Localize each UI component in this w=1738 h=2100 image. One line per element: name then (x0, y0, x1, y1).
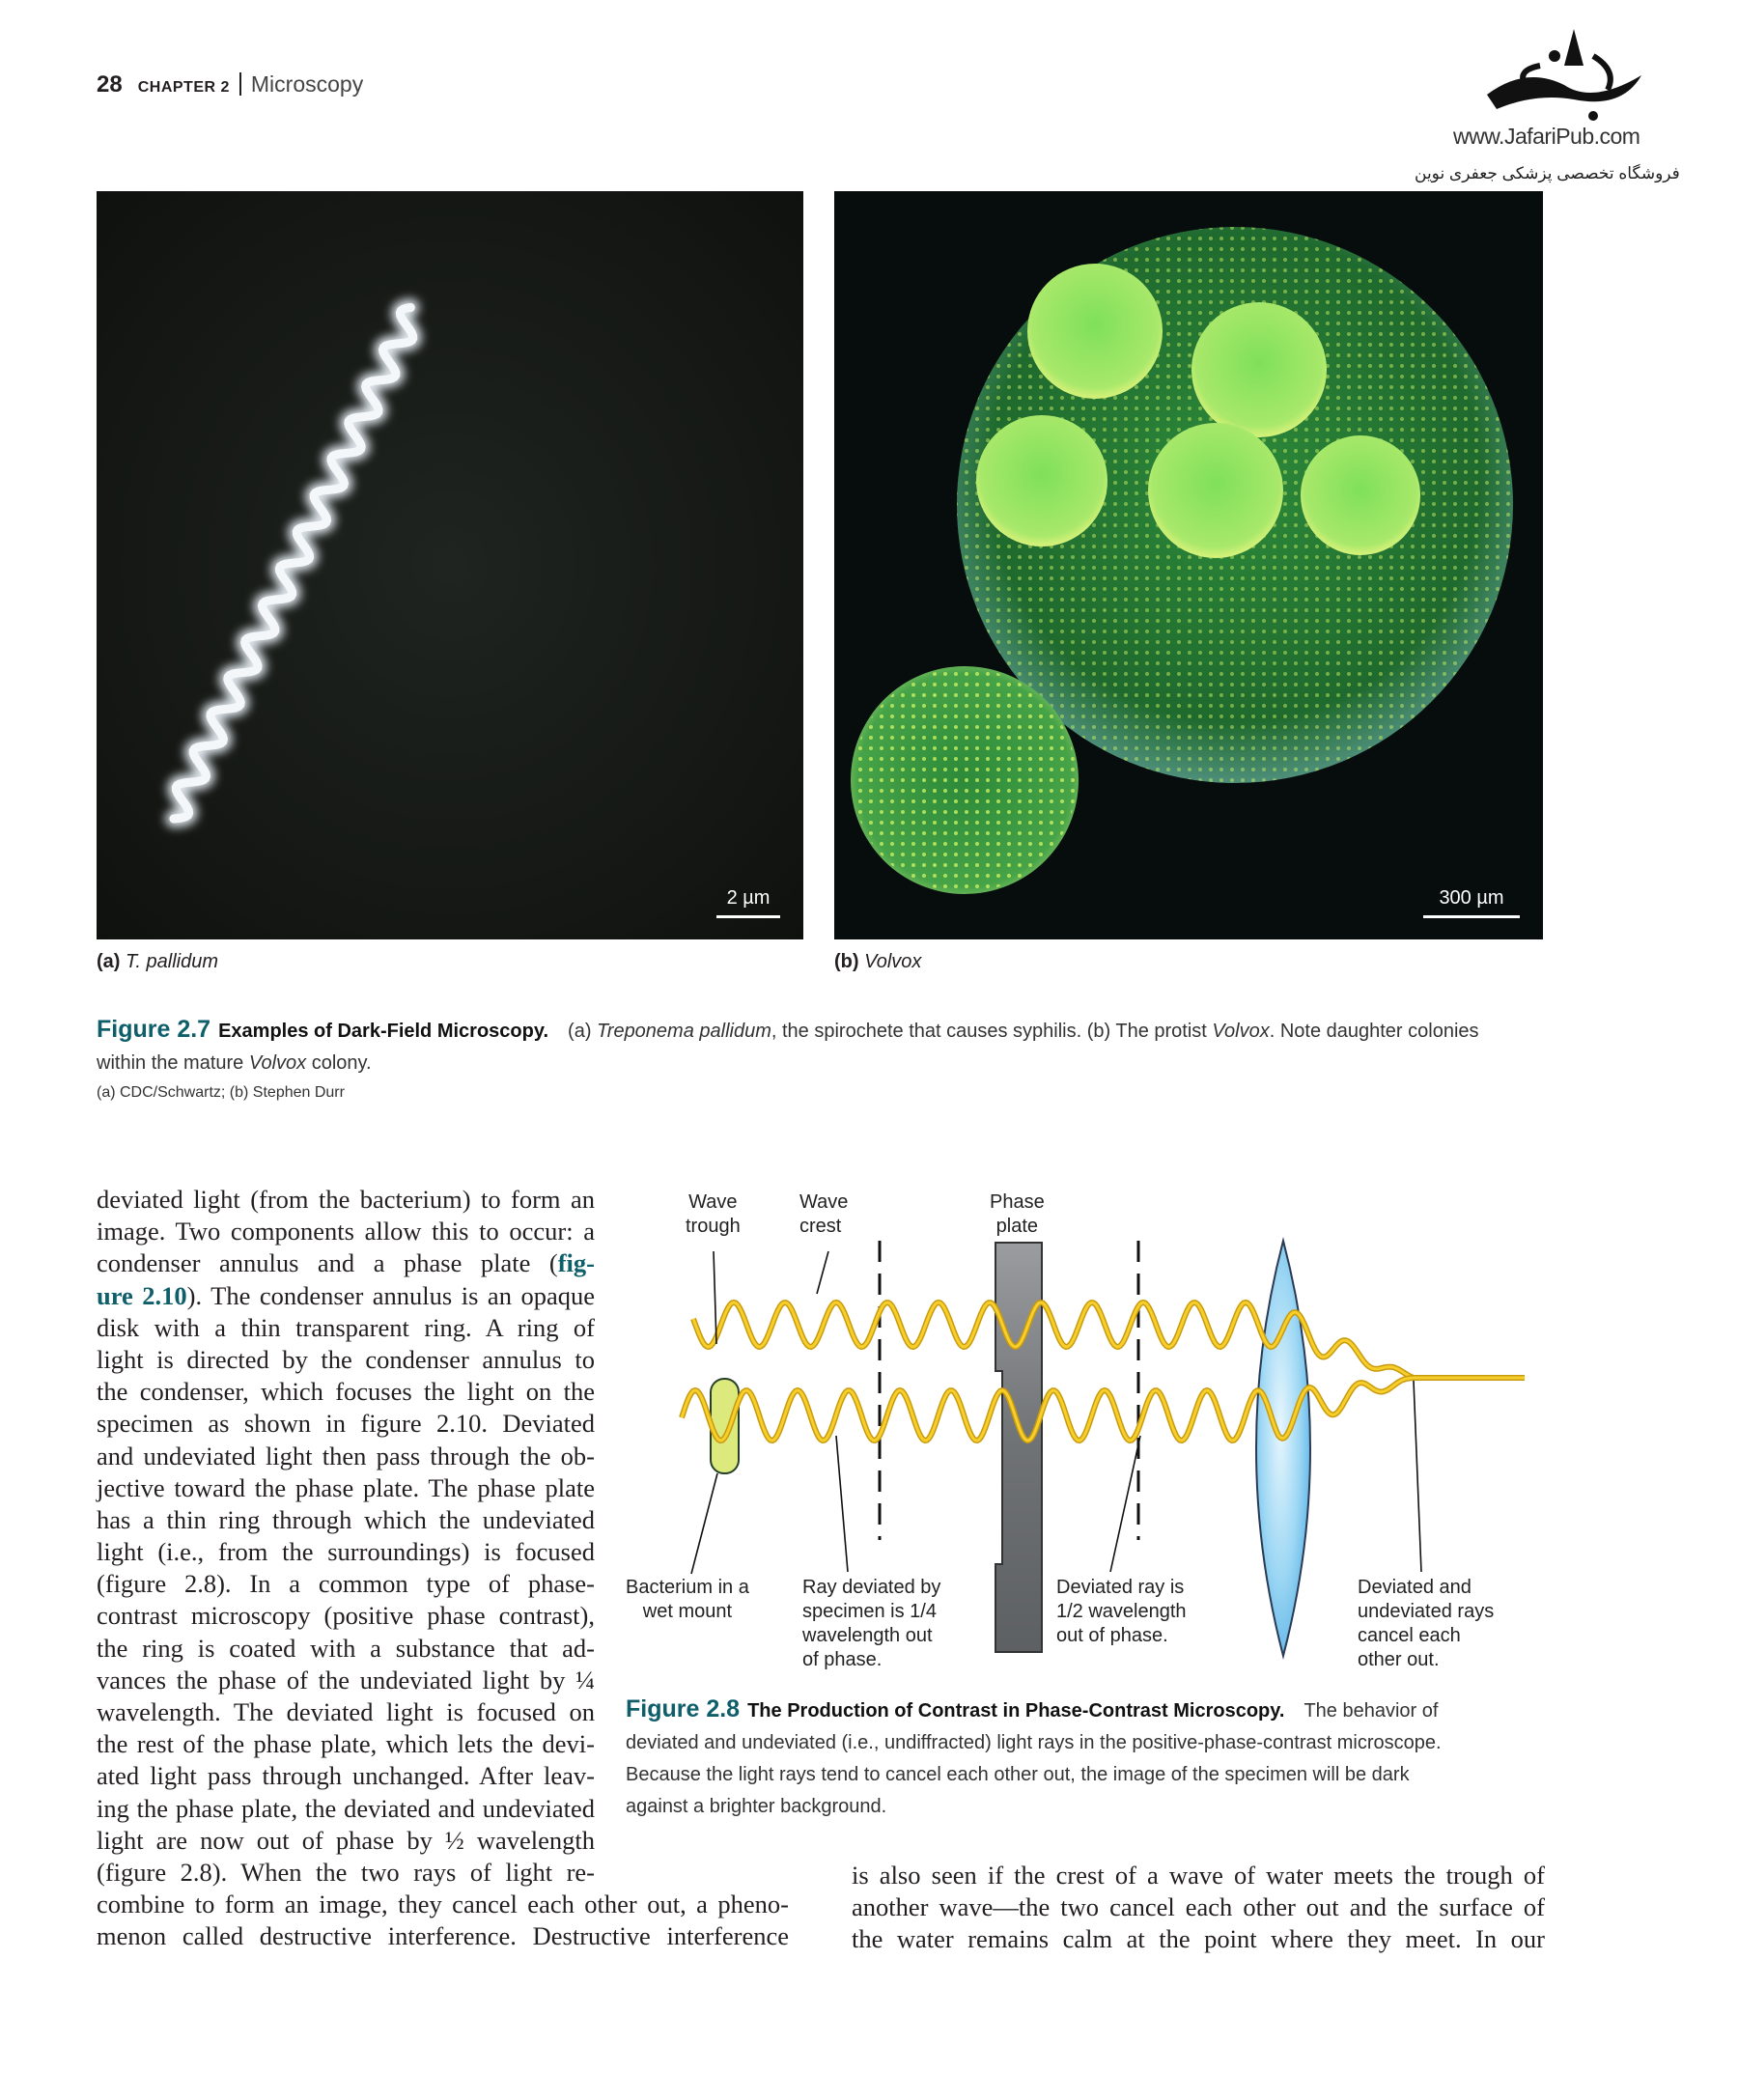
panel-name: T. pallidum (126, 951, 218, 972)
text-line (97, 1760, 595, 1792)
chapter-title: Microscopy (250, 71, 364, 97)
text-line (97, 1633, 595, 1665)
figure-number: Figure 2.7 (97, 1016, 211, 1043)
label-wave-trough: Wave trough (686, 1191, 741, 1237)
spirochete-image (97, 191, 803, 939)
caption-text: , the spirochete that causes syphilis. (b) The protist (771, 1021, 1213, 1042)
caption-italic: Treponema pallidum (597, 1021, 771, 1042)
figure-link[interactable]: fig- (557, 1248, 595, 1278)
text-line: another wave—the two cancel each other out and the surface of (852, 1892, 1545, 1922)
photo-credit: (a) CDC/Schwartz; (b) Stephen Durr (97, 1084, 345, 1101)
caption-italic: Volvox (1212, 1021, 1270, 1042)
text-segment: wavelength. The deviated light is focused on (97, 1697, 595, 1726)
caption-text: Because the light rays tend to cancel each other out, the image of the specimen will be dark (626, 1764, 1410, 1785)
text-line (97, 1312, 595, 1344)
text-line (97, 1568, 595, 1600)
text-segment: jective toward the phase plate. The phase plate (97, 1472, 595, 1502)
text-segment: the ring is coated with a substance that ad- (97, 1633, 595, 1663)
text-line (97, 1344, 595, 1376)
text-segment: disk with a thin transparent ring. A ring of (97, 1312, 595, 1342)
caption-text: colony. (306, 1052, 372, 1074)
logo-tagline: فروشگاه تخصصی پزشکی جعفری نوین (1415, 164, 1680, 182)
caption-text: within the mature (97, 1052, 249, 1074)
panel-a-caption (97, 951, 218, 973)
panel-letter: (a) (97, 951, 121, 972)
logo-calligraphy-icon (1448, 27, 1680, 124)
caption-text: deviated and undeviated (i.e., undiffracted) light rays in the positive-phase-contrast microscope. (626, 1732, 1442, 1753)
text-line: is also seen if the crest of a wave of water meets the trough of (852, 1861, 1545, 1890)
text-segment: vances the phase of the undeviated light by ¼ (97, 1665, 595, 1694)
text-line (97, 1793, 595, 1825)
caption-text: against a brighter background. (626, 1796, 887, 1817)
figure-number: Figure 2.8 (626, 1695, 741, 1722)
text-line (97, 1472, 595, 1504)
text-line (97, 1696, 595, 1728)
text-segment: and undeviated light then pass through the ob- (97, 1441, 595, 1470)
label-cancel: Deviated and undeviated rays cancel each other out. (1358, 1577, 1495, 1670)
text-line (97, 1536, 595, 1568)
text-segment: deviated light (from the bacterium) to form an (97, 1185, 595, 1214)
text-segment: contrast microscopy (positive phase contrast), (97, 1601, 595, 1631)
text-line (97, 1216, 595, 1247)
phase-contrast-diagram (618, 1188, 1545, 1680)
caption-text: The behavior of (1304, 1700, 1439, 1722)
text-line (97, 1889, 789, 1920)
text-line (97, 1376, 595, 1408)
label-phase-plate: Phase plate (990, 1191, 1045, 1237)
figure-2-7-caption (97, 1014, 1545, 1079)
scale-bar-a (716, 887, 780, 918)
figure-2-8-caption (626, 1694, 1553, 1823)
text-line (97, 1825, 595, 1857)
label-wave-crest: Wave crest (799, 1191, 849, 1237)
text-line (97, 1857, 595, 1889)
text-line (97, 1247, 595, 1279)
text-segment: (figure 2.8). When the two rays of light re- (97, 1857, 595, 1887)
caption-text: (a) (568, 1021, 598, 1042)
photo-t-pallidum (97, 191, 803, 939)
scale-bar-label: 300 µm (1439, 887, 1504, 909)
page-number: 28 (97, 71, 123, 98)
panel-letter: (b) (834, 951, 859, 972)
panel-b-caption (834, 951, 921, 973)
text-segment: image. Two components allow this to occur: a (97, 1217, 595, 1246)
body-column-right (852, 1860, 1545, 1956)
text-line (97, 1665, 595, 1696)
text-segment: menon called destructive interference. Destructive interference (97, 1921, 789, 1951)
label-ray-deviated: Ray deviated by specimen is 1/4 wavelength out of phase. (802, 1577, 941, 1670)
chapter-label: CHAPTER 2 (137, 79, 230, 96)
text-segment: the rest of the phase plate, which lets the devi- (97, 1729, 595, 1759)
label-bacterium: Bacterium in a wet mount (626, 1577, 749, 1622)
panel-name: Volvox (864, 951, 922, 972)
text-line (97, 1920, 789, 1952)
text-segment: light is directed by the condenser annulus to (97, 1344, 595, 1374)
leader-lines (691, 1251, 1421, 1574)
bacterium (711, 1379, 739, 1473)
text-segment: ated light pass through unchanged. After leav- (97, 1761, 595, 1791)
text-segment: light are now out of phase by ½ wavelength (97, 1825, 595, 1855)
text-line (97, 1280, 595, 1312)
text-segment: ). The condenser annulus is an opaque (186, 1280, 595, 1310)
running-header (97, 71, 363, 98)
text-line (97, 1184, 595, 1216)
logo-url: www.JafariPub.com (1453, 124, 1640, 149)
text-segment: (figure 2.8). In a common type of phase- (97, 1569, 595, 1599)
text-segment: the condenser, which focuses the light on the (97, 1377, 595, 1407)
text-segment: specimen as shown in figure 2.10. Deviated (97, 1409, 595, 1439)
header-divider (239, 72, 241, 96)
caption-text: . Note daughter colonies (1269, 1021, 1479, 1042)
photo-volvox (834, 191, 1543, 939)
text-segment: light (i.e., from the surroundings) is focused (97, 1537, 595, 1567)
text-line (97, 1600, 595, 1632)
text-line (97, 1504, 595, 1536)
text-line: the water remains calm at the point where they meet. In our (852, 1924, 1545, 1954)
text-segment: combine to form an image, they cancel each other out, a pheno- (97, 1890, 789, 1919)
text-line (97, 1408, 595, 1440)
volvox-image (834, 191, 1543, 939)
text-segment: condenser annulus and a phase plate ( (97, 1248, 558, 1278)
scale-bar-b (1423, 887, 1520, 918)
text-line (97, 1728, 595, 1760)
figure-title: The Production of Contrast in Phase-Contrast Microscopy. (747, 1700, 1285, 1722)
label-half-wavelength: Deviated ray is 1/2 wavelength out of phase. (1056, 1577, 1187, 1646)
publisher-logo (1415, 27, 1680, 191)
text-segment: ing the phase plate, the deviated and undeviated (97, 1793, 595, 1823)
figure-link[interactable]: ure 2.10 (97, 1280, 187, 1310)
scale-bar-label: 2 µm (726, 887, 771, 909)
lens (1256, 1241, 1310, 1656)
caption-italic: Volvox (248, 1052, 307, 1074)
text-segment: has a thin ring through which the undeviated (97, 1504, 595, 1534)
text-line (97, 1441, 595, 1472)
figure-title: Examples of Dark-Field Microscopy. (218, 1021, 549, 1042)
